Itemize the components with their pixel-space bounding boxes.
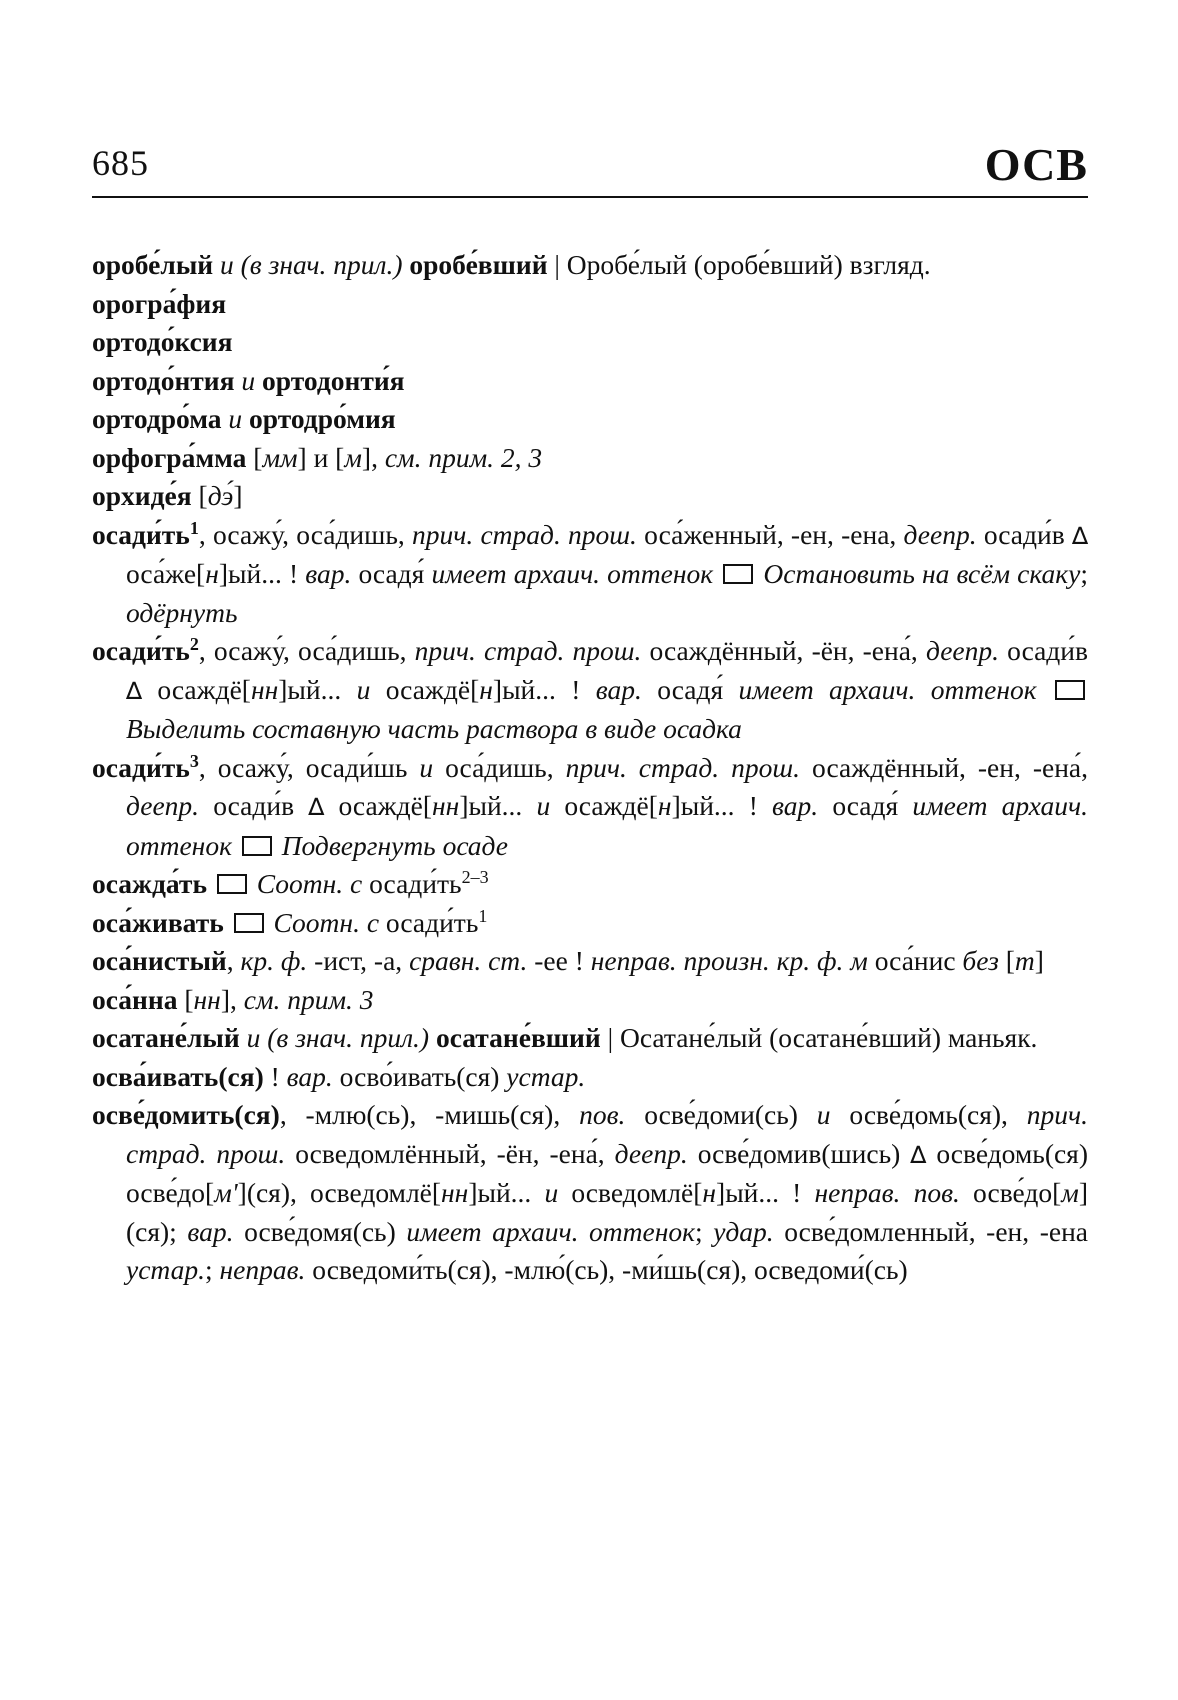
entry-orobely: [92, 246, 1088, 285]
usage-note: имеет архаич. оттенок: [738, 673, 1037, 705]
grammar-label: пов.: [579, 1099, 626, 1130]
text: осве́домленный, -ен, -ена: [773, 1215, 1088, 1247]
text: осаждё[: [142, 673, 251, 705]
headword: орогра́фия: [92, 287, 227, 319]
headword: орфогра́мма: [92, 441, 247, 473]
text: осади́в: [999, 635, 1089, 666]
grammar-label: деепр.: [126, 790, 200, 821]
headword: оса́нистый: [92, 945, 227, 976]
entry-osanisty: [92, 942, 1088, 981]
grammar-label: деепр.: [925, 635, 999, 666]
pronunciation: дэ́: [207, 480, 234, 511]
text: ]ый...: [278, 673, 357, 705]
usage-example: | Осатане́лый (осатане́вший) маньяк.: [607, 1022, 1038, 1053]
conjunction: и: [228, 403, 243, 434]
headword: осве́домить(ся): [92, 1099, 280, 1130]
headword-variant: осатане́вший: [435, 1022, 601, 1053]
text: ;: [694, 1215, 714, 1247]
usage-example: | Оробе́лый (оробе́вший) взгляд.: [554, 249, 931, 280]
entry-ortodoksiya: [92, 323, 1088, 362]
conjunction: и: [356, 673, 371, 705]
headword: осади́ть: [92, 635, 190, 666]
text: -ее !: [527, 945, 591, 976]
grammar-label: неправ.: [219, 1254, 306, 1285]
usage-note: без: [962, 945, 999, 976]
text: ]: [233, 480, 243, 511]
usage-note: имеет архаич. оттенок: [431, 558, 714, 589]
headword: ортодро́ма: [92, 403, 222, 434]
grammar-label: прич. страд. прош.: [414, 635, 642, 666]
grammar-label: сравн. ст.: [409, 945, 528, 976]
reference-note: Соотн. с: [273, 906, 380, 938]
text: осве́домя(сь): [233, 1215, 407, 1247]
triangle-icon: ∆: [910, 1140, 927, 1169]
text: , -млю(сь), -мишь(ся),: [279, 1099, 580, 1130]
headword: ортодо́ксия: [92, 326, 233, 357]
text: осадя́: [818, 790, 913, 821]
text: , осажу́, осади́шь: [198, 751, 420, 783]
text: осве́доми(сь): [625, 1099, 817, 1130]
headword: ортодо́нтия: [92, 364, 235, 396]
text: ]ый... !: [671, 790, 773, 821]
entries-list: [92, 246, 1088, 1290]
headword: осва́ивать(ся): [92, 1060, 264, 1092]
pronunciation: м: [1061, 1177, 1079, 1208]
header-rule: [92, 196, 1088, 198]
text: ]: [1034, 945, 1044, 976]
reference-note: см. прим. 2, 3: [384, 441, 543, 473]
grammar-label: вар.: [772, 790, 819, 821]
definition-box-icon: [723, 564, 753, 584]
text: осади́в: [199, 790, 309, 821]
text: , осажу́, оса́дишь,: [198, 635, 415, 666]
text: ]ый...: [459, 790, 537, 821]
text: осво́ивать(ся): [332, 1060, 507, 1092]
text: ;: [204, 1254, 220, 1285]
text: осаждё[: [324, 790, 433, 821]
definition: Остановить на всём скаку: [763, 558, 1081, 589]
homonym-index: 1: [478, 905, 488, 926]
grammar-label: деепр.: [614, 1137, 688, 1169]
text: осве́домь(ся),: [830, 1099, 1027, 1130]
grammar-label: прич. страд. прош.: [126, 1099, 1088, 1169]
entry-osazhivat: [92, 904, 1088, 943]
pronunciation: мм: [262, 441, 298, 473]
page-header: [92, 138, 1088, 196]
usage-note: (в знач. прил.): [240, 249, 403, 280]
triangle-icon: ∆: [308, 793, 325, 821]
headword-variant: оробе́вший: [409, 249, 548, 280]
text: [: [253, 441, 263, 473]
text: осадя́: [351, 558, 432, 589]
text: ] и [: [297, 441, 345, 473]
text: оса́женный, -ен, -ена,: [636, 518, 904, 550]
definition: одёрнуть: [126, 596, 238, 628]
pronunciation: м: [344, 441, 362, 473]
grammar-label: неправ. пов.: [814, 1177, 960, 1208]
entry-osadit-1: [92, 516, 1088, 633]
pronunciation: н: [657, 790, 672, 821]
text: оса́же[: [126, 558, 206, 589]
entry-osvedomit: [92, 1096, 1088, 1290]
conjunction: и: [419, 751, 434, 783]
pronunciation: нн: [441, 1177, 469, 1208]
entry-orkhideya: [92, 477, 1088, 516]
grammar-label: вар.: [595, 673, 642, 705]
text: оса́дишь,: [433, 751, 566, 783]
text: ]ый...: [468, 1177, 545, 1208]
text: осади́в: [976, 518, 1072, 550]
text: -ист, -а,: [307, 945, 410, 976]
text: осведомлё[: [558, 1177, 703, 1208]
headword-variant: ортодро́мия: [249, 403, 396, 434]
pronunciation: нн: [432, 790, 460, 821]
triangle-icon: ∆: [126, 676, 143, 705]
pronunciation: м': [214, 1177, 238, 1208]
conjunction: и: [220, 249, 234, 280]
text: осве́до[: [959, 1177, 1062, 1208]
headword: осади́ть: [92, 518, 190, 550]
text: осаждённый, -ён, -ена́,: [641, 635, 926, 666]
text: [: [198, 480, 208, 511]
usage-note: устар.: [506, 1060, 586, 1092]
page-number: 685: [92, 143, 149, 183]
usage-note: имеет архаич. оттенок: [406, 1215, 695, 1247]
entry-osvaivat: [92, 1058, 1088, 1097]
text: ,: [226, 945, 241, 976]
grammar-label: неправ. произн. кр. ф. м: [590, 945, 868, 976]
usage-note: (в знач. прил.): [267, 1022, 430, 1053]
conjunction: и: [246, 1022, 261, 1053]
text: осве́домь(ся) осве́до[: [126, 1137, 1088, 1208]
grammar-label: вар.: [187, 1215, 234, 1247]
pronunciation: нн: [193, 983, 221, 1015]
grammar-label: удар.: [713, 1215, 774, 1247]
definition-box-icon: [1055, 680, 1085, 700]
homonym-index: 2: [189, 633, 199, 654]
homonym-index: 2–3: [461, 866, 489, 887]
text: ]ый... !: [716, 1177, 815, 1208]
pronunciation: н: [702, 1177, 717, 1208]
text: осве́домив(шись): [687, 1137, 911, 1169]
pronunciation: т: [1014, 945, 1035, 976]
text: ],: [220, 983, 244, 1015]
entry-orografiya: [92, 285, 1088, 324]
text: ](ся);: [126, 1177, 1088, 1247]
grammar-label: вар.: [305, 558, 352, 589]
text: осаждё[: [550, 790, 658, 821]
headword-variant: ортодонти́я: [262, 364, 405, 396]
grammar-label: прич. страд. прош.: [565, 751, 801, 783]
headword: оса́живать: [92, 906, 224, 938]
headword: осажда́ть: [92, 868, 207, 899]
pronunciation: н: [479, 673, 493, 705]
grammar-label: кр. ф.: [240, 945, 308, 976]
text: осведомлённый, -ён, -ена́,: [285, 1137, 615, 1169]
definition-box-icon: [234, 913, 264, 933]
pronunciation: н: [205, 558, 219, 589]
grammar-label: вар.: [286, 1060, 333, 1092]
homonym-index: 3: [189, 750, 199, 771]
homonym-index: 1: [189, 517, 199, 538]
grammar-label: деепр.: [903, 518, 977, 550]
text: ]ый... !: [492, 673, 596, 705]
text: оса́нис: [867, 945, 963, 976]
entry-osadit-2: [92, 632, 1088, 749]
definition-box-icon: [217, 874, 247, 894]
text: [: [177, 983, 194, 1015]
headword: оса́нна: [92, 983, 178, 1015]
guide-word: ОСВ: [984, 139, 1088, 190]
conjunction: и: [241, 364, 256, 396]
definition: Выделить составную часть раствора в виде осадка: [126, 713, 742, 744]
entry-osadit-3: [92, 749, 1088, 866]
text: осаждённый, -ен, -ена́,: [800, 751, 1089, 783]
headword: осади́ть: [92, 751, 190, 783]
entry-orfogramma: [92, 439, 1088, 478]
entry-osanna: [92, 981, 1088, 1020]
text: ]ый... !: [218, 558, 306, 589]
headword: оробе́лый: [92, 249, 214, 280]
text: ](ся), осведомлё[: [237, 1177, 442, 1208]
definition-box-icon: [242, 836, 272, 856]
text: ;: [1080, 558, 1088, 589]
text: !: [263, 1060, 287, 1092]
usage-note: имеет архаич. оттенок: [126, 790, 1088, 861]
text: осадя́: [641, 673, 739, 705]
text: осаждё[: [370, 673, 480, 705]
reference-note: см. прим. 3: [243, 983, 374, 1015]
conjunction: и: [544, 1177, 559, 1208]
text: , осажу́, оса́дишь,: [198, 518, 412, 550]
text: ],: [361, 441, 385, 473]
usage-note: устар.: [126, 1254, 205, 1285]
text: осведоми́ть(ся), -млю́(сь), -ми́шь(ся), осведоми́(сь): [305, 1254, 908, 1285]
definition: Подвергнуть осаде: [281, 829, 509, 861]
cross-reference: осади́ть: [362, 868, 462, 899]
entry-ortodroma: [92, 400, 1088, 439]
reference-note: Соотн. с: [256, 868, 363, 899]
cross-reference: осади́ть: [379, 906, 479, 938]
conjunction: и: [816, 1099, 831, 1130]
conjunction: и: [536, 790, 551, 821]
pronunciation: нн: [250, 673, 279, 705]
text: [: [998, 945, 1015, 976]
entry-osazhdat: [92, 865, 1088, 904]
headword: орхиде́я: [92, 480, 192, 511]
entry-osatanely: [92, 1019, 1088, 1058]
grammar-label: прич. страд. прош.: [411, 518, 637, 550]
triangle-icon: ∆: [1071, 521, 1088, 550]
headword: осатане́лый: [92, 1022, 240, 1053]
entry-ortodontiya: [92, 362, 1088, 401]
